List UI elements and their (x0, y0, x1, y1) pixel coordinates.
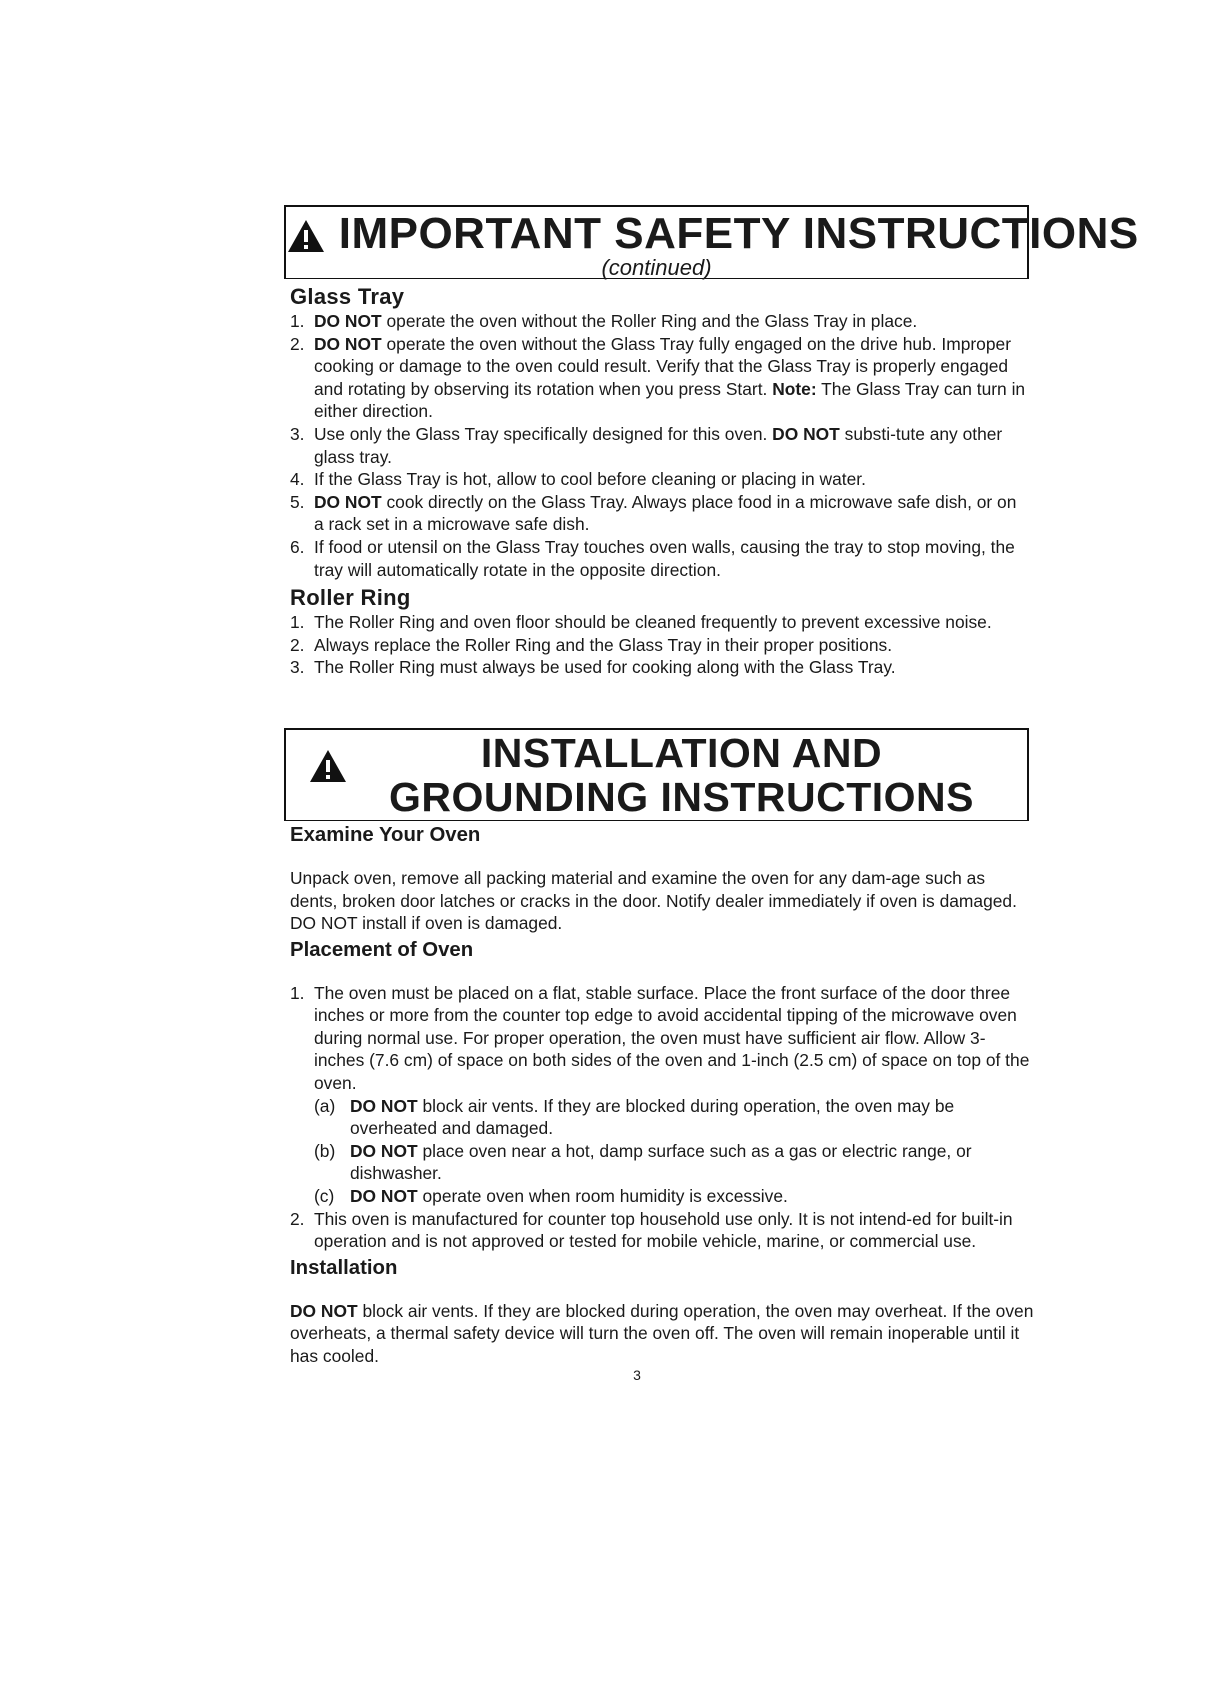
item-number: 5. (290, 491, 305, 512)
safety-content (290, 284, 1030, 679)
item-text: cook directly on the Glass Tray. Always place food in a microwave safe dish, or on a rack set in a microwave safe dish. (314, 491, 1017, 535)
item-text: If food or utensil on the Glass Tray touches oven walls, causing the tray to stop moving, the tray will automatically rotate in the opposite direction. (314, 536, 1015, 580)
item-number: (b) (314, 1140, 336, 1161)
item-text: The Glass Tray can turn in either direction. (314, 378, 1026, 422)
item-text: block air vents. If they are blocked during operation, the oven may overheat. If the oven overheats, a thermal safety device will turn the oven off. The oven will remain inoperable until it has cooled. (290, 1300, 1034, 1366)
sub-list-item (290, 1185, 1035, 1208)
list-item (290, 536, 1030, 581)
safety-instructions-header (284, 205, 1139, 280)
header-title-row (286, 209, 1139, 259)
warning-triangle-icon (286, 218, 326, 254)
item-number: (a) (314, 1095, 336, 1116)
list-item (290, 1208, 1035, 1253)
section-heading-roller-ring: Roller Ring (290, 585, 411, 611)
list-item (290, 634, 1030, 657)
item-text: The Roller Ring and oven floor should be cleaned frequently to prevent excessive noise. (314, 612, 992, 633)
item-number: 2. (290, 1208, 305, 1229)
list-item (290, 611, 1030, 634)
item-bold: DO NOT (350, 1186, 418, 1206)
section-heading-examine: Examine Your Oven (290, 824, 481, 846)
page-title: IMPORTANT SAFETY INSTRUCTIONS (338, 209, 1139, 258)
section-heading-placement: Placement of Oven (290, 938, 474, 961)
sub-list-item (290, 1140, 1035, 1185)
installation-title-line1: INSTALLATION AND (480, 730, 883, 776)
item-bold: DO NOT (350, 1140, 418, 1161)
item-text: operate the oven without the Roller Ring and the Glass Tray in place. (381, 311, 918, 331)
installation-header (284, 728, 1029, 821)
item-number: 1. (290, 612, 305, 633)
list-item (290, 982, 1035, 1095)
item-text: This oven is manufactured for counter top household use only. It is not intend-ed for built-in operation and is not approved or tested for mobile vehicle, marine, or commercial use. (314, 1208, 1013, 1252)
item-number: 1. (290, 982, 305, 1003)
item-bold: DO NOT (314, 491, 382, 512)
section-heading-glass-tray: Glass Tray (290, 284, 405, 309)
item-bold: DO NOT (314, 311, 382, 331)
installation-paragraph (290, 1300, 1035, 1368)
sub-list-item (290, 1095, 1035, 1140)
note-label: Note: (772, 378, 817, 399)
section-heading-installation: Installation (290, 1256, 398, 1279)
installation-content (290, 822, 1035, 1368)
item-number: 3. (290, 657, 305, 678)
list-item (290, 333, 1030, 423)
item-text: place oven near a hot, damp surface such as a gas or electric range, or dishwasher. (350, 1140, 972, 1184)
item-number: 1. (290, 311, 305, 331)
item-number: 4. (290, 469, 305, 490)
item-bold: DO NOT (350, 1095, 418, 1116)
item-bold: DO NOT (314, 333, 382, 354)
list-item (290, 423, 1030, 468)
item-text: The oven must be placed on a flat, stable surface. Place the front surface of the door three inches or more from the counter top edge to avoid accidental tipping of the microwave oven during normal use. For proper operation, the oven must have sufficient air flow. Allow 3-inches (7.6 cm) of space on both sides of the oven and 1-inch (2.5 cm) of space on top of the oven. (314, 982, 1030, 1094)
item-number: 2. (290, 634, 305, 655)
item-number: 2. (290, 333, 305, 354)
list-item (290, 310, 1030, 333)
page-subtitle: (continued) (601, 255, 712, 280)
item-text: Use only the Glass Tray specifically designed for this oven. (314, 423, 773, 444)
item-text: Always replace the Roller Ring and the Glass Tray in their proper positions. (314, 634, 893, 655)
list-item (290, 656, 1030, 679)
item-text: operate the oven without the Glass Tray fully engaged on the drive hub. Improper cooking or damage to the oven could result. Verify that the Glass Tray is properly engaged and rotating by observing its rotation when you press Start. (314, 333, 1011, 399)
item-number: 3. (290, 423, 305, 444)
examine-paragraph: Unpack oven, remove all packing material and examine the oven for any dam-age such as dents, broken door latches or cracks in the door. Notify dealer immediately if oven is damaged. DO NOT install if oven is damaged. (290, 867, 1017, 934)
item-bold: DO NOT (772, 423, 840, 444)
list-item (290, 491, 1030, 536)
item-text: substi-tute any other glass tray. (314, 423, 1003, 467)
installation-title-line2: GROUNDING INSTRUCTIONS (389, 774, 974, 820)
list-item (290, 468, 1030, 491)
page-number: 3 (633, 1367, 641, 1383)
item-text: The Roller Ring must always be used for cooking along with the Glass Tray. (314, 657, 896, 678)
item-number: (c) (314, 1186, 335, 1206)
item-number: 6. (290, 536, 305, 557)
item-bold: DO NOT (290, 1300, 358, 1321)
item-text: If the Glass Tray is hot, allow to cool before cleaning or placing in water. (314, 469, 866, 490)
item-text: operate oven when room humidity is excessive. (417, 1186, 788, 1206)
item-text: block air vents. If they are blocked during operation, the oven may be overheated and damaged. (350, 1095, 955, 1139)
